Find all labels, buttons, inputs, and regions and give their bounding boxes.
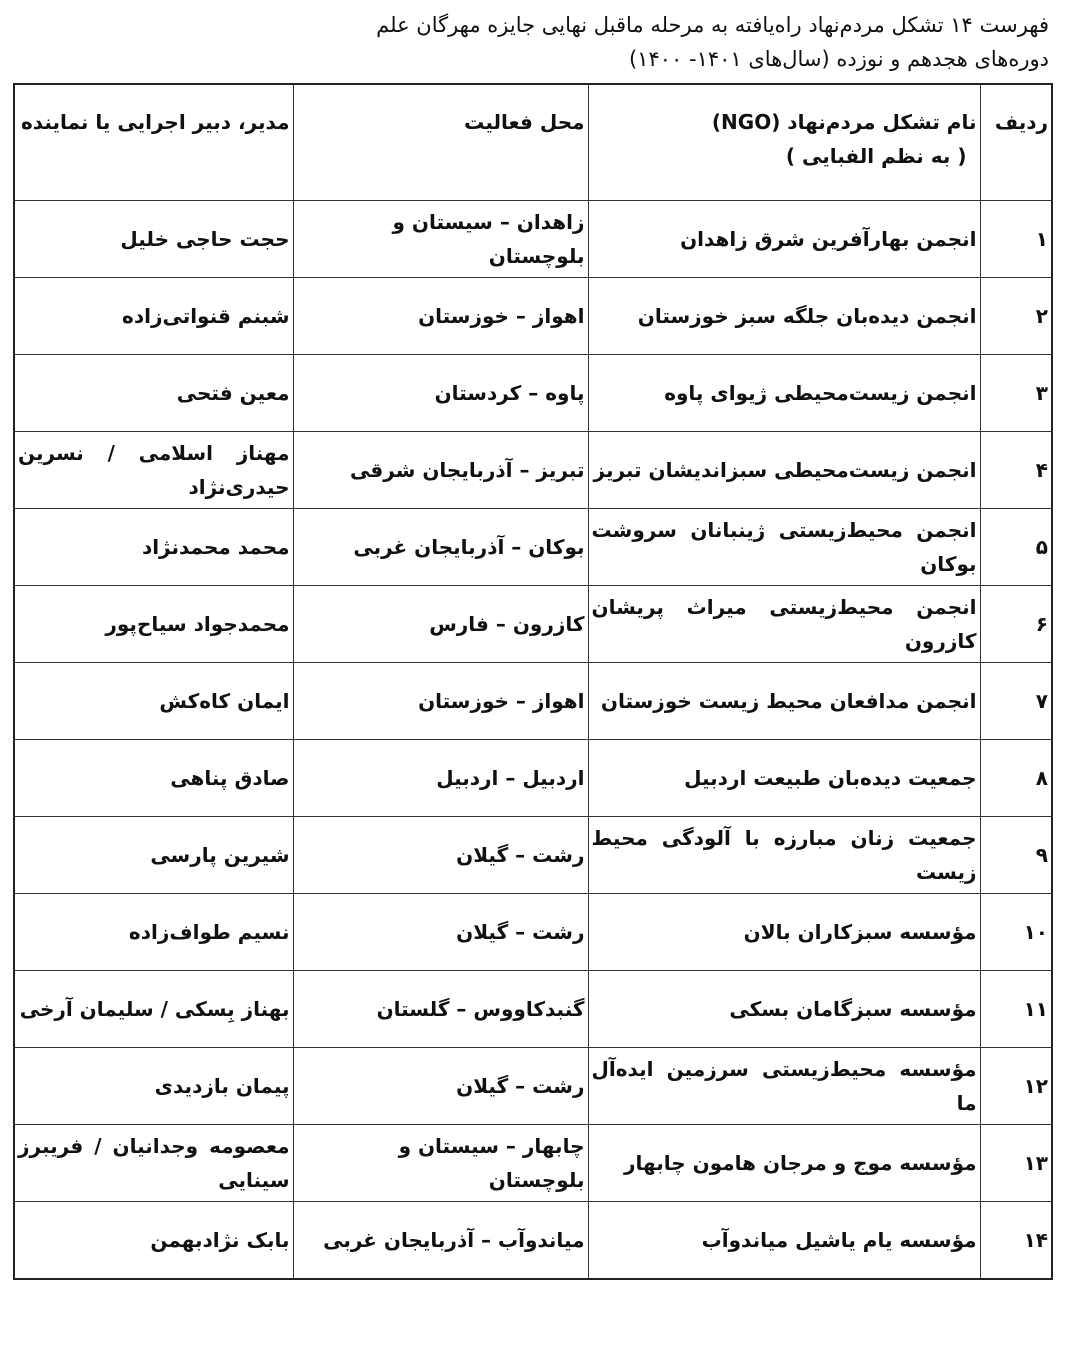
- table-row: [14, 817, 1052, 894]
- cell-ngo-name: انجمن زیست‌محیطی ژیوای پاوه: [588, 355, 980, 432]
- cell-location: میاندوآب – آذربایجان غربی: [293, 1202, 588, 1280]
- cell-location: اردبیل – اردبیل: [293, 740, 588, 817]
- table-row: [14, 663, 1052, 740]
- cell-location: رشت – گیلان: [293, 1048, 588, 1125]
- cell-location: اهواز – خوزستان: [293, 663, 588, 740]
- cell-manager: محمد محمدنژاد: [14, 509, 293, 586]
- cell-row-number: ۲: [980, 278, 1052, 355]
- cell-row-number: ۱: [980, 201, 1052, 278]
- cell-row-number: ۳: [980, 355, 1052, 432]
- cell-manager: معصومه وجدانیان / فریبرز سینایی: [14, 1125, 293, 1202]
- cell-row-number: ۴: [980, 432, 1052, 509]
- header-manager: مدیر، دبیر اجرایی یا نماینده: [14, 84, 293, 201]
- cell-location: رشت – گیلان: [293, 817, 588, 894]
- table-row: [14, 1202, 1052, 1280]
- cell-location: اهواز – خوزستان: [293, 278, 588, 355]
- cell-location: رشت – گیلان: [293, 894, 588, 971]
- cell-location: تبریز – آذربایجان شرقی: [293, 432, 588, 509]
- cell-ngo-name: انجمن بهارآفرین شرق زاهدان: [588, 201, 980, 278]
- cell-manager: صادق پناهی: [14, 740, 293, 817]
- table-row: [14, 971, 1052, 1048]
- cell-ngo-name: جمعیت دیده‌بان طبیعت اردبیل: [588, 740, 980, 817]
- table-row: [14, 586, 1052, 663]
- cell-row-number: ۵: [980, 509, 1052, 586]
- ngo-table: [13, 83, 1053, 1280]
- cell-manager: پیمان بازدیدی: [14, 1048, 293, 1125]
- cell-row-number: ۷: [980, 663, 1052, 740]
- header-ngo-name: [588, 84, 980, 201]
- cell-manager: بهناز بِسکی / سلیمان آرخی: [14, 971, 293, 1048]
- cell-row-number: ۱۰: [980, 894, 1052, 971]
- cell-row-number: ۸: [980, 740, 1052, 817]
- table-row: [14, 1048, 1052, 1125]
- cell-location: بوکان – آذربایجان غربی: [293, 509, 588, 586]
- cell-ngo-name: انجمن محیط‌زیستی ژینبانان سروشت بوکان: [588, 509, 980, 586]
- cell-location: گنبدکاووس – گلستان: [293, 971, 588, 1048]
- header-ngo-line1: نام تشکل مردم‌نهاد (NGO): [711, 110, 977, 134]
- cell-ngo-name: مؤسسه سبزگامان بسکی: [588, 971, 980, 1048]
- document-title: [9, 8, 1049, 76]
- cell-manager: ایمان کاه‌کش: [14, 663, 293, 740]
- cell-row-number: ۱۱: [980, 971, 1052, 1048]
- cell-row-number: ۱۲: [980, 1048, 1052, 1125]
- cell-row-number: ۹: [980, 817, 1052, 894]
- table-row: [14, 278, 1052, 355]
- cell-row-number: ۶: [980, 586, 1052, 663]
- cell-ngo-name: مؤسسه محیط‌زیستی سرزمین ایده‌آل ما: [588, 1048, 980, 1125]
- cell-location: زاهدان – سیستان و بلوچستان: [293, 201, 588, 278]
- cell-manager: مهناز اسلامی / نسرین حیدری‌نژاد: [14, 432, 293, 509]
- cell-location: کازرون – فارس: [293, 586, 588, 663]
- cell-ngo-name: مؤسسه یام یاشیل میاندوآب: [588, 1202, 980, 1280]
- table-row: [14, 201, 1052, 278]
- header-ngo-line2: ( به نظم الفبایی ): [785, 144, 967, 168]
- cell-row-number: ۱۴: [980, 1202, 1052, 1280]
- cell-manager: شیرین پارسی: [14, 817, 293, 894]
- cell-manager: محمدجواد سیاح‌پور: [14, 586, 293, 663]
- header-row-number: ردیف: [980, 84, 1052, 201]
- table-row: [14, 355, 1052, 432]
- cell-manager: حجت حاجی خلیل: [14, 201, 293, 278]
- cell-ngo-name: مؤسسه موج و مرجان هامون چابهار: [588, 1125, 980, 1202]
- header-location: محل فعالیت: [293, 84, 588, 201]
- cell-manager: معین فتحی: [14, 355, 293, 432]
- cell-location: چابهار – سیستان و بلوچستان: [293, 1125, 588, 1202]
- cell-ngo-name: انجمن زیست‌محیطی سبزاندیشان تبریز: [588, 432, 980, 509]
- cell-manager: شبنم قنواتی‌زاده: [14, 278, 293, 355]
- cell-ngo-name: انجمن دیده‌بان جلگه سبز خوزستان: [588, 278, 980, 355]
- title-line-2: دوره‌های هجدهم و نوزده (سال‌های ۱۴۰۱- ۱۴۰۰): [628, 47, 1049, 71]
- cell-manager: بابک نژادبهمن: [14, 1202, 293, 1280]
- cell-location: پاوه – کردستان: [293, 355, 588, 432]
- title-line-1: فهرست ۱۴ تشکل مردم‌نهاد راه‌یافته به مرحله ماقبل نهایی جایزه مهرگان علم: [376, 13, 1049, 37]
- cell-ngo-name: انجمن محیط‌زیستی میراث پریشان کازرون: [588, 586, 980, 663]
- table-row: [14, 509, 1052, 586]
- table-row: [14, 432, 1052, 509]
- cell-manager: نسیم طواف‌زاده: [14, 894, 293, 971]
- table-header-row: [14, 84, 1052, 201]
- table-row: [14, 894, 1052, 971]
- cell-ngo-name: جمعیت زنان مبارزه با آلودگی محیط زیست: [588, 817, 980, 894]
- table-row: [14, 1125, 1052, 1202]
- cell-row-number: ۱۳: [980, 1125, 1052, 1202]
- table-row: [14, 740, 1052, 817]
- cell-ngo-name: مؤسسه سبزکاران بالان: [588, 894, 980, 971]
- cell-ngo-name: انجمن مدافعان محیط زیست خوزستان: [588, 663, 980, 740]
